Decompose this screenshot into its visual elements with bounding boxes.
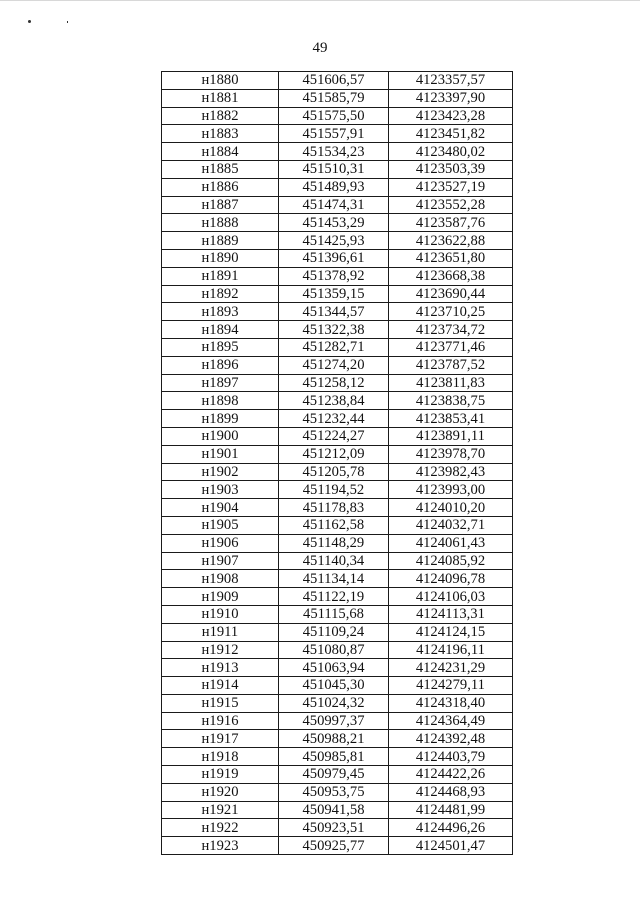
page-number: 49	[312, 40, 328, 56]
table-row	[162, 72, 513, 90]
x-coordinate-cell: 450941,58	[279, 801, 389, 819]
point-id-cell: н1912	[162, 641, 279, 659]
x-coordinate-cell: 451224,27	[279, 427, 389, 445]
table-row	[162, 481, 513, 499]
point-id-cell: н1923	[162, 837, 279, 855]
point-id-cell: н1911	[162, 623, 279, 641]
y-coordinate-cell: 4123668,38	[389, 267, 513, 285]
y-coordinate-cell: 4123982,43	[389, 463, 513, 481]
x-coordinate-cell: 451453,29	[279, 214, 389, 232]
table-row	[162, 659, 513, 677]
table-row	[162, 605, 513, 623]
y-coordinate-cell: 4123587,76	[389, 214, 513, 232]
table-row	[162, 410, 513, 428]
x-coordinate-cell: 451557,91	[279, 125, 389, 143]
table-row	[162, 303, 513, 321]
point-id-cell: н1917	[162, 730, 279, 748]
y-coordinate-cell: 4123480,02	[389, 143, 513, 161]
table-row	[162, 356, 513, 374]
table-row	[162, 427, 513, 445]
x-coordinate-cell: 451378,92	[279, 267, 389, 285]
table-row	[162, 766, 513, 784]
table-row	[162, 160, 513, 178]
x-coordinate-cell: 451585,79	[279, 89, 389, 107]
x-coordinate-cell: 451024,32	[279, 694, 389, 712]
x-coordinate-cell: 450923,51	[279, 819, 389, 837]
point-id-cell: н1908	[162, 570, 279, 588]
x-coordinate-cell: 450979,45	[279, 766, 389, 784]
point-id-cell: н1906	[162, 534, 279, 552]
scan-artifact-tick	[67, 21, 68, 23]
table-row	[162, 89, 513, 107]
y-coordinate-cell: 4123734,72	[389, 321, 513, 339]
page-top-edge	[0, 0, 640, 1]
point-id-cell: н1920	[162, 783, 279, 801]
table-row	[162, 623, 513, 641]
point-id-cell: н1919	[162, 766, 279, 784]
point-id-cell: н1913	[162, 659, 279, 677]
y-coordinate-cell: 4124231,29	[389, 659, 513, 677]
y-coordinate-cell: 4123397,90	[389, 89, 513, 107]
y-coordinate-cell: 4123853,41	[389, 410, 513, 428]
x-coordinate-cell: 451534,23	[279, 143, 389, 161]
x-coordinate-cell: 450953,75	[279, 783, 389, 801]
point-id-cell: н1890	[162, 249, 279, 267]
y-coordinate-cell: 4124196,11	[389, 641, 513, 659]
x-coordinate-cell: 450997,37	[279, 712, 389, 730]
table-row	[162, 837, 513, 855]
y-coordinate-cell: 4123651,80	[389, 249, 513, 267]
x-coordinate-cell: 451489,93	[279, 178, 389, 196]
point-id-cell: н1896	[162, 356, 279, 374]
point-id-cell: н1916	[162, 712, 279, 730]
x-coordinate-cell: 451282,71	[279, 338, 389, 356]
point-id-cell: н1882	[162, 107, 279, 125]
y-coordinate-cell: 4124096,78	[389, 570, 513, 588]
point-id-cell: н1893	[162, 303, 279, 321]
y-coordinate-cell: 4124032,71	[389, 516, 513, 534]
table-row	[162, 107, 513, 125]
point-id-cell: н1886	[162, 178, 279, 196]
table-row	[162, 178, 513, 196]
y-coordinate-cell: 4124106,03	[389, 588, 513, 606]
y-coordinate-cell: 4123811,83	[389, 374, 513, 392]
x-coordinate-cell: 451148,29	[279, 534, 389, 552]
y-coordinate-cell: 4124481,99	[389, 801, 513, 819]
table-row	[162, 712, 513, 730]
point-id-cell: н1900	[162, 427, 279, 445]
table-row	[162, 748, 513, 766]
x-coordinate-cell: 451045,30	[279, 677, 389, 695]
x-coordinate-cell: 451344,57	[279, 303, 389, 321]
x-coordinate-cell: 451162,58	[279, 516, 389, 534]
x-coordinate-cell: 451359,15	[279, 285, 389, 303]
y-coordinate-cell: 4124124,15	[389, 623, 513, 641]
point-id-cell: н1884	[162, 143, 279, 161]
x-coordinate-cell: 451122,19	[279, 588, 389, 606]
coordinates-table	[161, 71, 513, 855]
table-row	[162, 499, 513, 517]
y-coordinate-cell: 4124279,11	[389, 677, 513, 695]
table-row	[162, 232, 513, 250]
x-coordinate-cell: 451322,38	[279, 321, 389, 339]
point-id-cell: н1880	[162, 72, 279, 90]
point-id-cell: н1897	[162, 374, 279, 392]
point-id-cell: н1898	[162, 392, 279, 410]
y-coordinate-cell: 4123891,11	[389, 427, 513, 445]
coordinates-table-body	[162, 72, 513, 855]
y-coordinate-cell: 4123771,46	[389, 338, 513, 356]
x-coordinate-cell: 451396,61	[279, 249, 389, 267]
table-row	[162, 285, 513, 303]
table-row	[162, 267, 513, 285]
point-id-cell: н1905	[162, 516, 279, 534]
point-id-cell: н1907	[162, 552, 279, 570]
y-coordinate-cell: 4123978,70	[389, 445, 513, 463]
point-id-cell: н1903	[162, 481, 279, 499]
point-id-cell: н1899	[162, 410, 279, 428]
table-row	[162, 196, 513, 214]
y-coordinate-cell: 4123503,39	[389, 160, 513, 178]
x-coordinate-cell: 451232,44	[279, 410, 389, 428]
x-coordinate-cell: 451115,68	[279, 605, 389, 623]
point-id-cell: н1922	[162, 819, 279, 837]
point-id-cell: н1881	[162, 89, 279, 107]
x-coordinate-cell: 451425,93	[279, 232, 389, 250]
x-coordinate-cell: 451134,14	[279, 570, 389, 588]
y-coordinate-cell: 4124061,43	[389, 534, 513, 552]
point-id-cell: н1914	[162, 677, 279, 695]
x-coordinate-cell: 451194,52	[279, 481, 389, 499]
table-row	[162, 321, 513, 339]
y-coordinate-cell: 4123787,52	[389, 356, 513, 374]
x-coordinate-cell: 451212,09	[279, 445, 389, 463]
point-id-cell: н1904	[162, 499, 279, 517]
point-id-cell: н1894	[162, 321, 279, 339]
y-coordinate-cell: 4124010,20	[389, 499, 513, 517]
table-row	[162, 730, 513, 748]
y-coordinate-cell: 4124468,93	[389, 783, 513, 801]
y-coordinate-cell: 4124364,49	[389, 712, 513, 730]
y-coordinate-cell: 4124392,48	[389, 730, 513, 748]
table-row	[162, 783, 513, 801]
point-id-cell: н1915	[162, 694, 279, 712]
point-id-cell: н1888	[162, 214, 279, 232]
point-id-cell: н1885	[162, 160, 279, 178]
y-coordinate-cell: 4124501,47	[389, 837, 513, 855]
x-coordinate-cell: 451575,50	[279, 107, 389, 125]
x-coordinate-cell: 451080,87	[279, 641, 389, 659]
y-coordinate-cell: 4124422,26	[389, 766, 513, 784]
x-coordinate-cell: 451274,20	[279, 356, 389, 374]
point-id-cell: н1892	[162, 285, 279, 303]
point-id-cell: н1889	[162, 232, 279, 250]
point-id-cell: н1918	[162, 748, 279, 766]
x-coordinate-cell: 451178,83	[279, 499, 389, 517]
y-coordinate-cell: 4124318,40	[389, 694, 513, 712]
x-coordinate-cell: 451063,94	[279, 659, 389, 677]
y-coordinate-cell: 4123451,82	[389, 125, 513, 143]
point-id-cell: н1910	[162, 605, 279, 623]
y-coordinate-cell: 4123552,28	[389, 196, 513, 214]
table-row	[162, 392, 513, 410]
scan-artifact-dot	[28, 20, 31, 23]
table-row	[162, 445, 513, 463]
y-coordinate-cell: 4124496,26	[389, 819, 513, 837]
table-row	[162, 125, 513, 143]
y-coordinate-cell: 4124113,31	[389, 605, 513, 623]
table-row	[162, 552, 513, 570]
point-id-cell: н1891	[162, 267, 279, 285]
table-row	[162, 534, 513, 552]
point-id-cell: н1901	[162, 445, 279, 463]
x-coordinate-cell: 451474,31	[279, 196, 389, 214]
table-row	[162, 677, 513, 695]
table-row	[162, 516, 513, 534]
x-coordinate-cell: 451238,84	[279, 392, 389, 410]
y-coordinate-cell: 4124403,79	[389, 748, 513, 766]
point-id-cell: н1883	[162, 125, 279, 143]
point-id-cell: н1895	[162, 338, 279, 356]
table-row	[162, 801, 513, 819]
table-row	[162, 694, 513, 712]
x-coordinate-cell: 451140,34	[279, 552, 389, 570]
y-coordinate-cell: 4123838,75	[389, 392, 513, 410]
table-row	[162, 641, 513, 659]
y-coordinate-cell: 4123710,25	[389, 303, 513, 321]
y-coordinate-cell: 4123993,00	[389, 481, 513, 499]
table-row	[162, 374, 513, 392]
y-coordinate-cell: 4123690,44	[389, 285, 513, 303]
y-coordinate-cell: 4123527,19	[389, 178, 513, 196]
point-id-cell: н1887	[162, 196, 279, 214]
x-coordinate-cell: 451109,24	[279, 623, 389, 641]
point-id-cell: н1902	[162, 463, 279, 481]
table-row	[162, 819, 513, 837]
y-coordinate-cell: 4123423,28	[389, 107, 513, 125]
x-coordinate-cell: 451606,57	[279, 72, 389, 90]
point-id-cell: н1909	[162, 588, 279, 606]
table-row	[162, 249, 513, 267]
x-coordinate-cell: 450985,81	[279, 748, 389, 766]
x-coordinate-cell: 451258,12	[279, 374, 389, 392]
x-coordinate-cell: 451205,78	[279, 463, 389, 481]
point-id-cell: н1921	[162, 801, 279, 819]
table-row	[162, 463, 513, 481]
table-row	[162, 588, 513, 606]
table-row	[162, 570, 513, 588]
table-row	[162, 338, 513, 356]
y-coordinate-cell: 4124085,92	[389, 552, 513, 570]
x-coordinate-cell: 451510,31	[279, 160, 389, 178]
y-coordinate-cell: 4123357,57	[389, 72, 513, 90]
x-coordinate-cell: 450988,21	[279, 730, 389, 748]
x-coordinate-cell: 450925,77	[279, 837, 389, 855]
table-row	[162, 143, 513, 161]
y-coordinate-cell: 4123622,88	[389, 232, 513, 250]
table-row	[162, 214, 513, 232]
